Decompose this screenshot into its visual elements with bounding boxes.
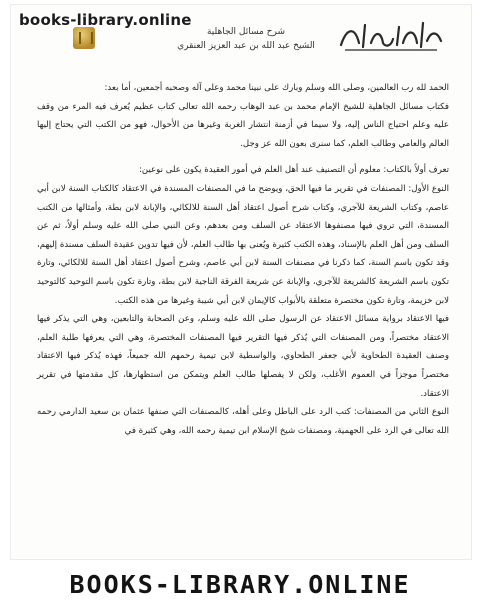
header-center-block — [161, 25, 331, 53]
article-body — [37, 79, 449, 440]
book-author: الشيخ عبد الله بن عبد العزيز العنقري — [177, 41, 315, 51]
paragraph-definition: تعرف أولاً بالكتاب: معلوم أن التصنيف عند أهل العلم في أمور العقيدة يكون على نوعين: — [139, 165, 449, 176]
paragraph-book-intro: فكتاب مسائل الجاهلية للشيخ الإمام محمد بن عبد الوهاب رحمه الله تعالى كتاب عظيم يُعرف فيه المرء من وقف عليه وعلم احتياج الناس إليه، ولا سيما في أزمنة انتشار الغربة وغيرها من الأحوال، فهو من الكتب التي يحتاج إليها العالم والعامي وطالب العلم، كما سنرى بعون الله عز وجل. — [37, 101, 449, 149]
intro-paragraph: الحمد لله رب العالمين، وصلى الله وسلم وبارك على نبينا محمد وعلى آله وصحبه أجمعين، أما بعد: — [104, 83, 449, 93]
paragraph-first-type-cont: فيها الاعتقاد برواية مسائل الاعتقاد عن الرسول صلى الله عليه وسلم، وعن الصحابة والتابعين، وهي التي يذكر فيها الاعتقاد مختصراً، ومن المصنفات التي يُذكر فيها التقرير فيها المصنفات المختصرة، وهي التي يعرفها طلبة العلم، وصنف العقيدة الطحاوية لأبي جعفر الطحاوي، والواسطية لابن تيمية رحمهم الله جميعاً، فهذه يُذكر فيها الاعتقاد مختصراً موجزاً في العموم الأغلب، ولكن لا يفصلها طالب العلم ويتمكن من استظهارها، كل مقدمتها في تقرير الاعتقاد. — [37, 314, 449, 399]
watermark-top: books-library.online — [19, 11, 192, 29]
gold-emblem-logo — [73, 27, 95, 49]
paragraph-second-type: النوع الثاني من المصنفات: كتب الرد على الباطل وعلى أهله، كالمصنفات التي صنفها عثمان بن سعيد الدارمي رحمه الله تعالى في الرد على الجهمية، ومصنفات شيخ الإسلام ابن تيمية رحمه الله، وهي كثيرة في — [37, 407, 449, 436]
book-title: شرح مسائل الجاهلية — [206, 27, 285, 37]
paragraph-first-type: النوع الأول: المصنفات في تقرير ما فيها الحق، ويوضح ما في المصنفات المسندة في الاعتقاد كالكتاب السنة لابن أبي عاصم، وكتاب الشريعة للآجري، وكتاب شرح أصول اعتقاد أهل السنة للالكائي، والإبانة لابن بطة، وأمثالها من الكتب المسندة، التي تروي فيها مصنفوها الاعتقاد عن السلف ومن بعدهم، وعن النبي صلى الله عليه وسلم أولاً، ثم عن السلف ومن أهل العلم بالإسناد، وهذه الكتب كثيرة ويُعنى بها طالب العلم، لأن فيها تدوين عقيدة السلف مسندة إليهم، وقد تكون باسم السنة، كما ذكرنا في مصنفات السنة لابن أبي عاصم، وشرح أصول اعتقاد أهل السنة للالكائي، وتارة تكون باسم الشريعة كالشريعة للآجري، والإبانة عن شريعة الفرقة الناجية لابن بطة، وتارة تكون باسم التوحيد كالتوحيد لابن خزيمة، وتارة تكون مختصرة متعلقة بالأبواب كالإيمان لابن أبي شيبة وغيرها من هذه الكتب. — [37, 183, 449, 306]
document-page — [10, 4, 472, 560]
watermark-bottom: BOOKS-LIBRARY.ONLINE — [69, 570, 411, 599]
calligraphy-logo — [337, 17, 447, 55]
